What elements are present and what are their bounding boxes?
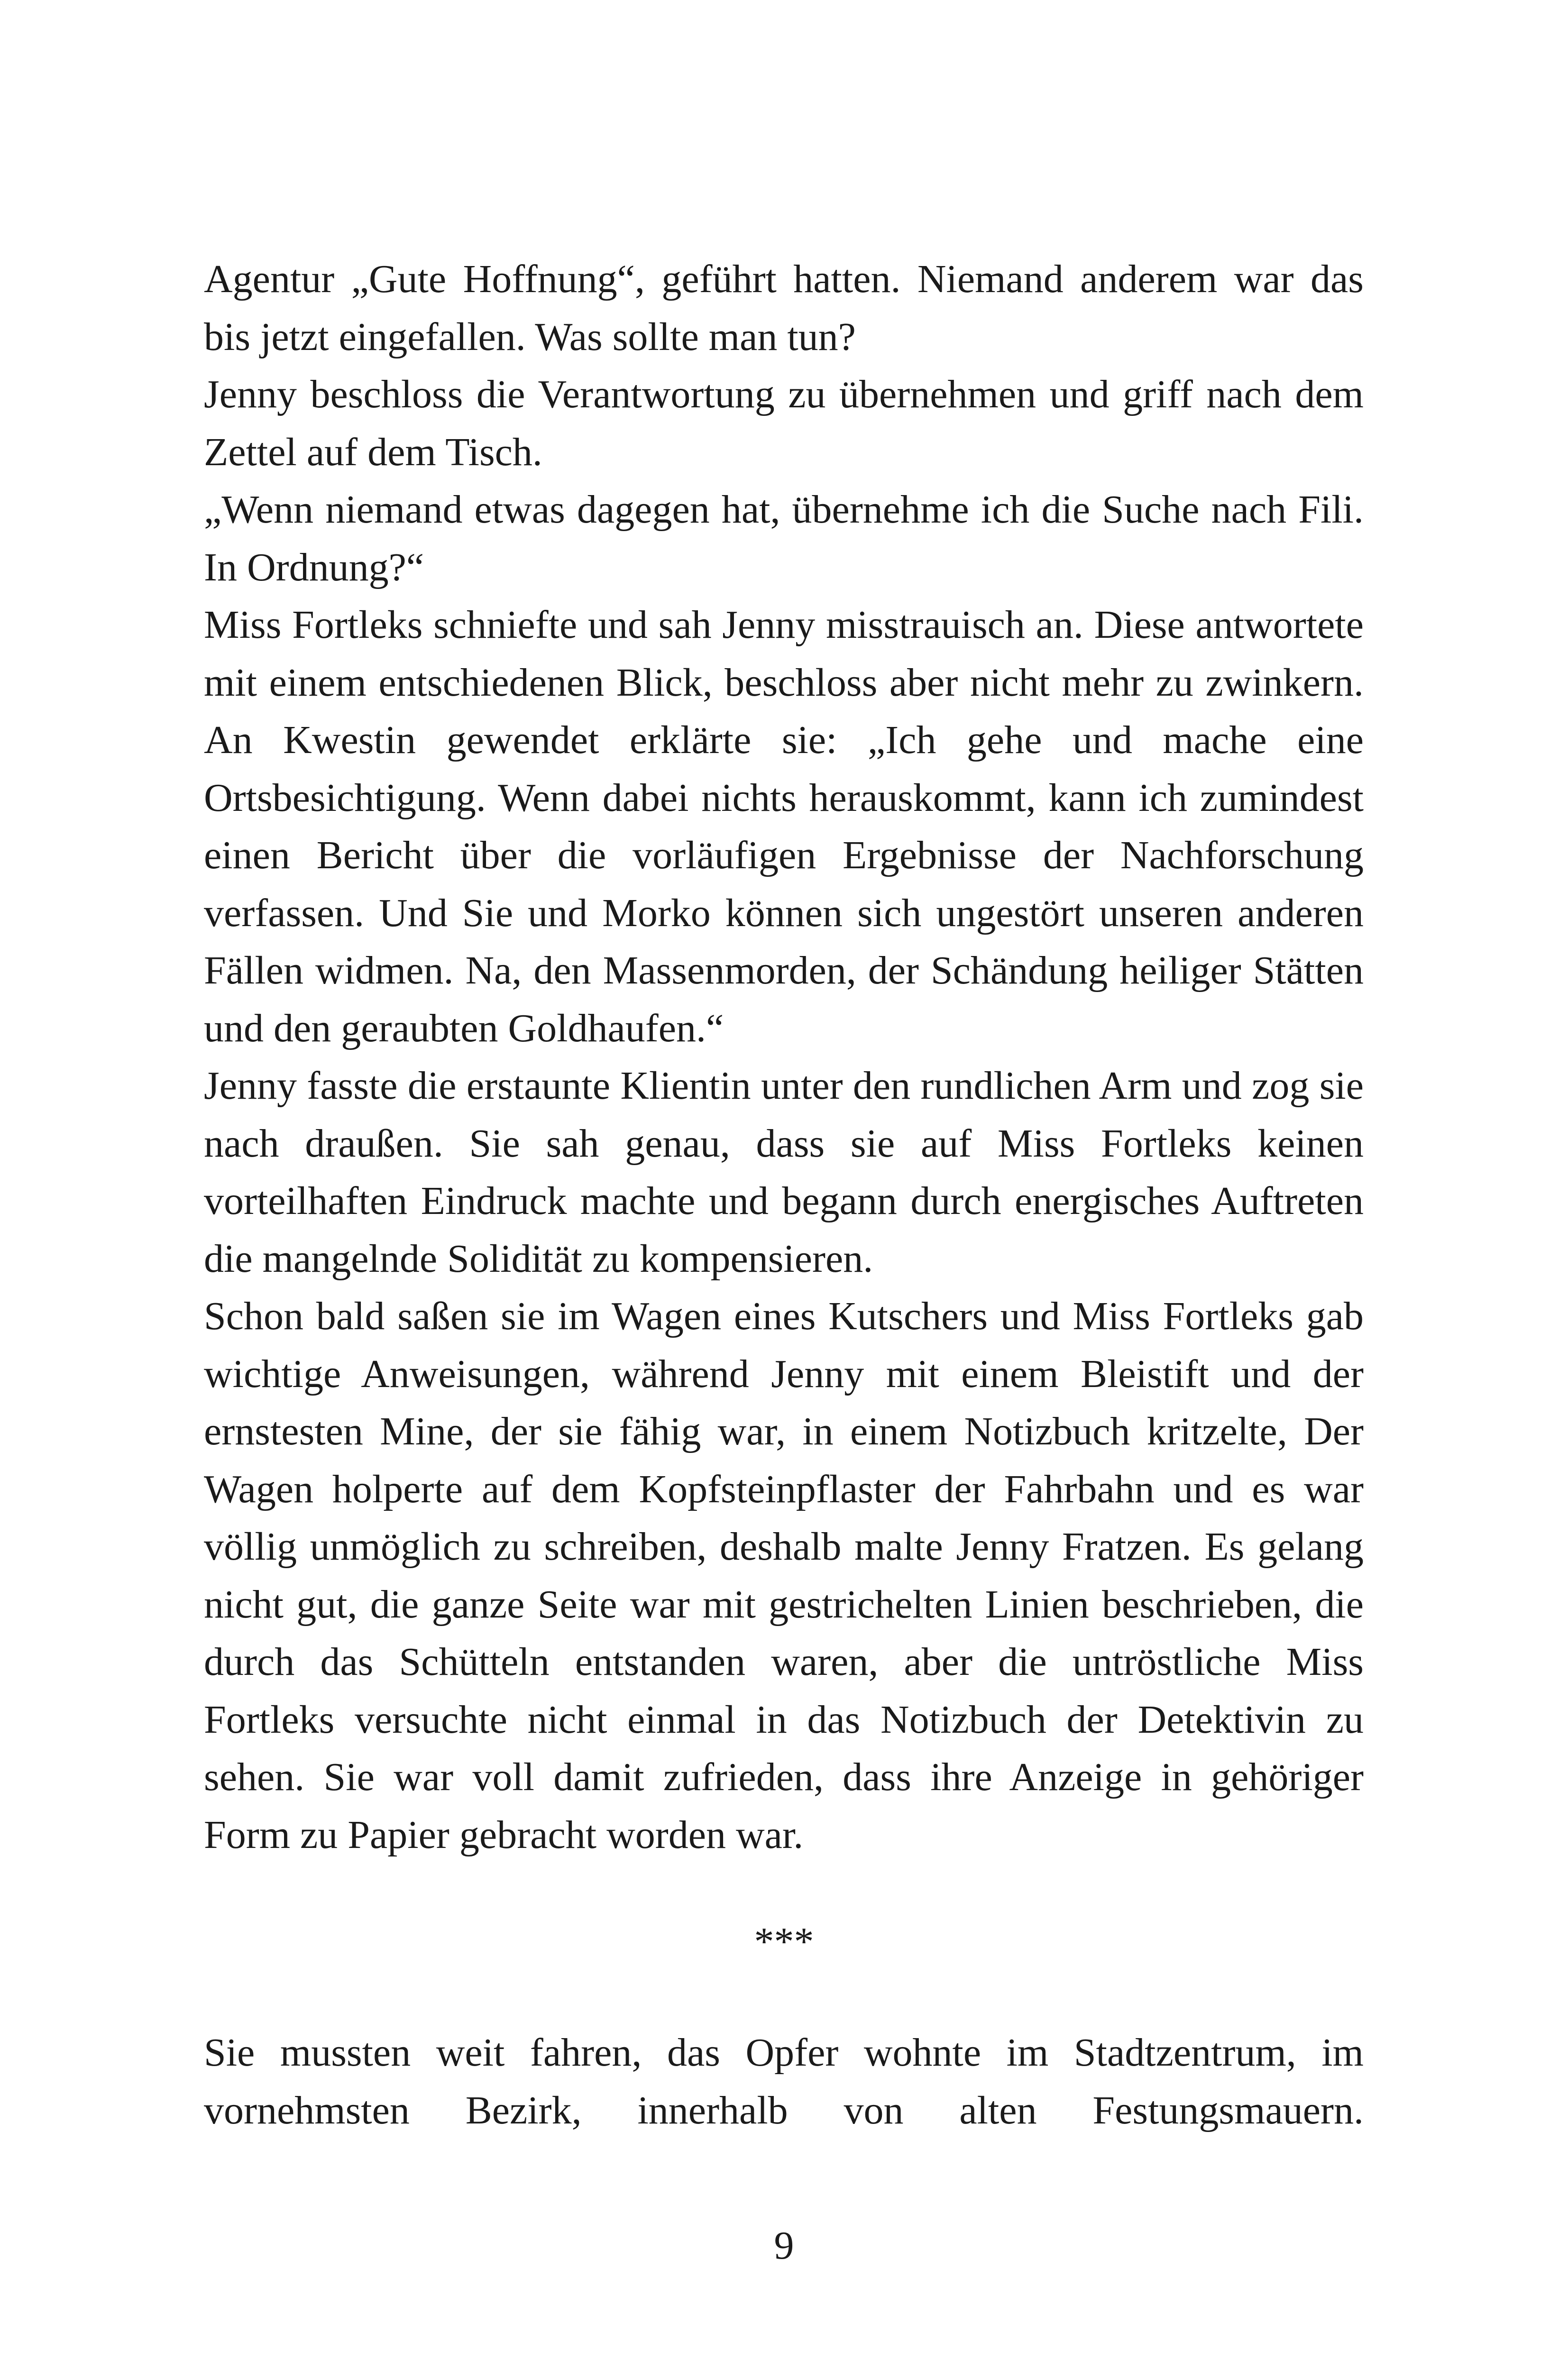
section-separator: *** [754,1920,814,1964]
paragraph-jenny-beschloss: Jenny beschloss die Verantwortung zu übernehmen und griff nach dem Zettel auf dem Tisch. [204,372,1364,474]
paragraph-miss-fortleks: Miss Fortleks schniefte und sah Jenny misstrauisch an. Diese antwortete mit einem entschiedenen Blick, beschloss aber nicht mehr zu zwinkern. An Kwestin gewendet erklärte sie: „Ich gehe und mache eine Ortsbesichtigung. Wenn dabei nichts herauskommt, kann ich zumindest einen Bericht über die vorläufigen Ergebnisse der Nachforschung verfassen. Und Sie und Morko können sich ungestört unseren anderen Fällen widmen. Na, den Massenmorden, der Schändung heiliger Stätten und den geraubten Goldhaufen.“ [204,603,1364,1050]
paragraph-wenn-niemand: „Wenn niemand etwas dagegen hat, übernehme ich die Suche nach Fili. In Ordnung?“ [204,487,1364,589]
main-text-block [204,250,1364,1864]
page-number: 9 [774,2224,794,2268]
second-section [204,2024,1364,2139]
paragraph-sie-mussten: Sie mussten weit fahren, das Opfer wohnte im Stadtzentrum, im vornehmsten Bezirk, innerhalb von alten Festungsmauern. [204,2031,1364,2132]
paragraph-schon-bald: Schon bald saßen sie im Wagen eines Kutschers und Miss Fortleks gab wichtige Anweisungen, während Jenny mit einem Bleistift und der ernstesten Mine, der sie fähig war, in einem Notizbuch kritzelte, Der Wagen holperte auf dem Kopfsteinpflaster der Fahrbahn und es war völlig unmöglich zu schreiben, deshalb malte Jenny Fratzen. Es gelang nicht gut, die ganze Seite war mit gestrichelten Linien beschrieben, die durch das Schütteln entstanden waren, aber die untröstliche Miss Fortleks versuchte nicht einmal in das Notizbuch der Detektivin zu sehen. Sie war voll damit zufrieden, dass ihre Anzeige in gehöriger Form zu Papier gebracht worden war. [204,1294,1364,1857]
paragraph-jenny-fasste: Jenny fasste die erstaunte Klientin unter den rundlichen Arm und zog sie nach draußen. Sie sah genau, dass sie auf Miss Fortleks keinen vorteilhaften Eindruck machte und begann durch energisches Auftreten die mangelnde Solidität zu kompensieren. [204,1064,1364,1281]
paragraph-agentur: Agentur „Gute Hoffnung“, geführt hatten. Niemand anderem war das bis jetzt eingefallen. Was sollte man tun? [204,257,1364,359]
